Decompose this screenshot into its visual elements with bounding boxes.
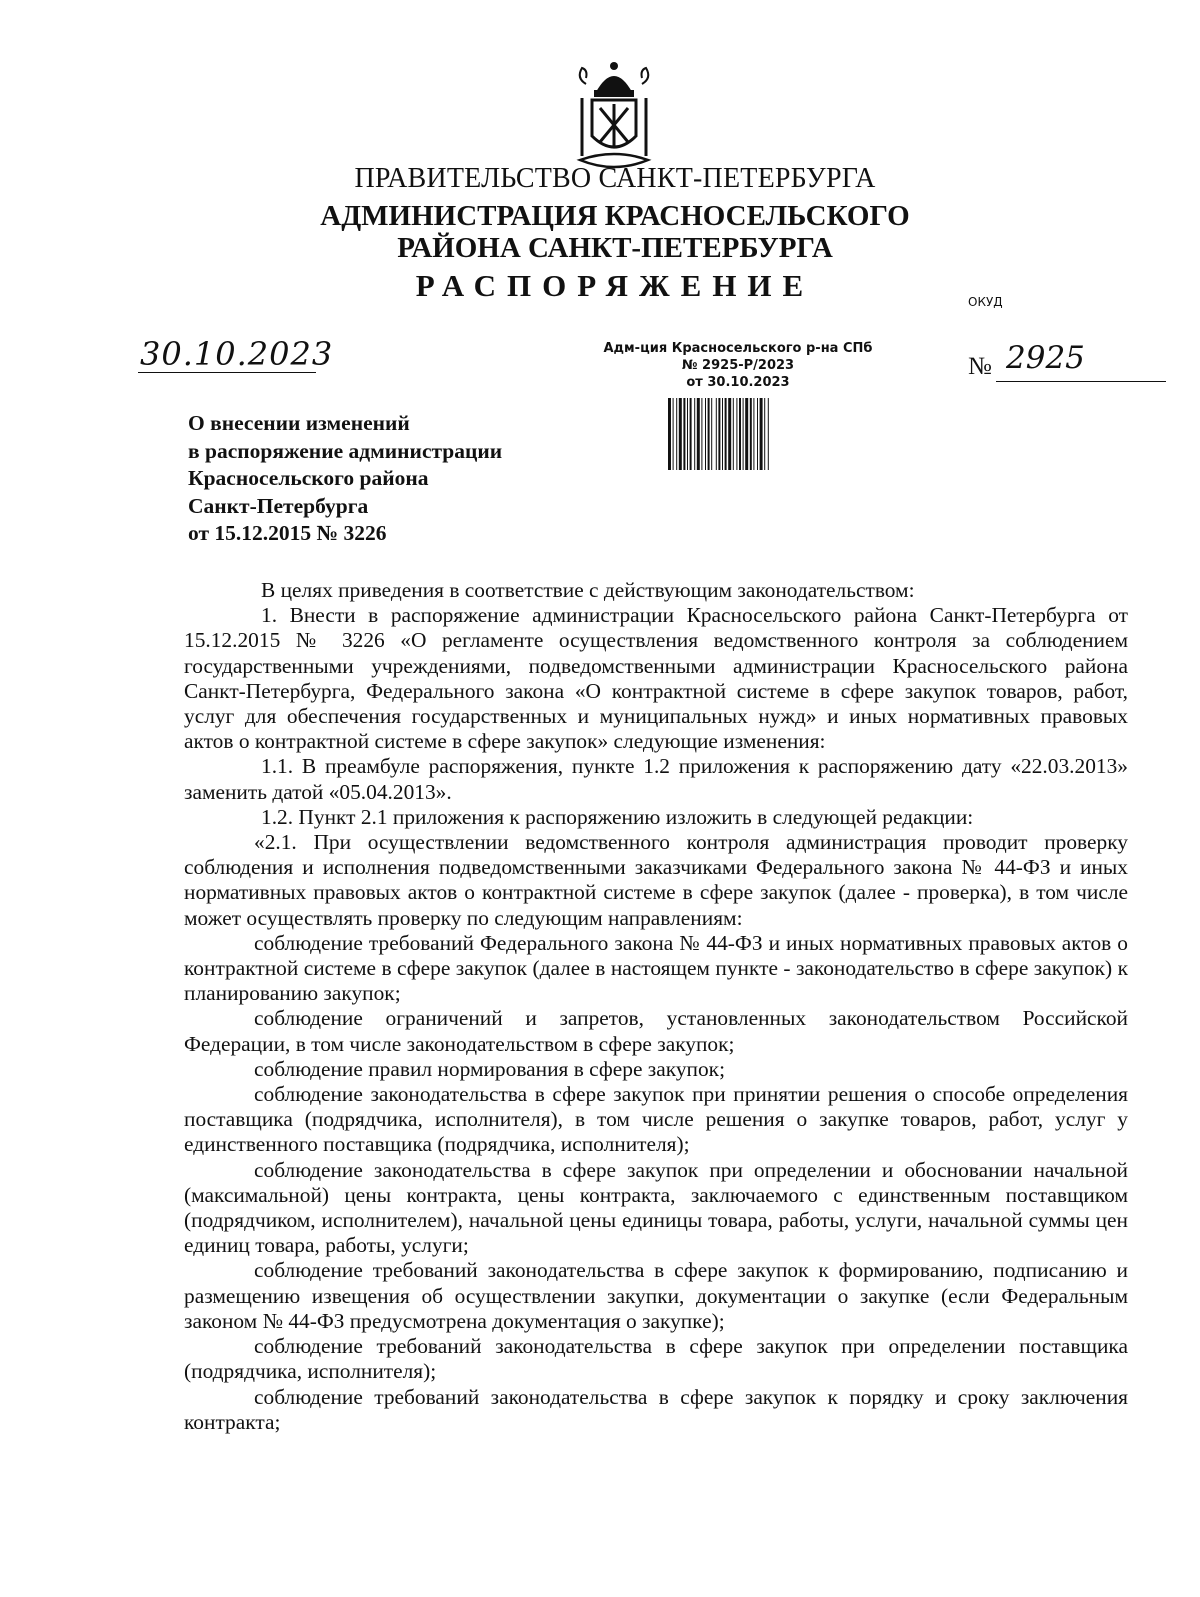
barcode-bar (701, 398, 702, 470)
subject-line: в распоряжение администрации (188, 438, 503, 463)
barcode-bar (764, 398, 765, 470)
body-paragraph: соблюдение законодательства в сфере закупок при принятии решения о способе определения поставщика (подрядчика, исполнителя), в том числе решения о закупке товаров, работ, услуг у единственного поставщика (подрядчика, исполнителя); (184, 1082, 1128, 1157)
barcode-bar (725, 398, 727, 470)
document-type-title: РАСПОРЯЖЕНИЕ (415, 268, 815, 303)
coat-of-arms-icon (574, 62, 654, 174)
stamp-line-2: № 2925-Р/2023 (681, 358, 795, 373)
barcode-bar (736, 398, 737, 470)
subject-line: Красносельского района (188, 466, 429, 491)
barcode-bar (687, 398, 688, 470)
government-title: ПРАВИТЕЛЬСТВО САНКТ-ПЕТЕРБУРГА (354, 163, 876, 194)
subject-line: Санкт-Петербурга (188, 493, 369, 518)
barcode-bar (745, 398, 748, 470)
barcode-bar (716, 398, 717, 470)
barcode-bar (705, 398, 706, 470)
barcode-bar (753, 398, 754, 470)
body-paragraph: В целях приведения в соответствие с действующим законодательством: (261, 578, 915, 602)
handwritten-date: 30.10.2023 (140, 335, 334, 373)
subject-line: О внесении изменений (188, 411, 410, 435)
barcode-bar (728, 398, 731, 470)
body-paragraph: соблюдение правил нормирования в сфере закупок; (254, 1056, 726, 1081)
administration-title-line2: РАЙОНА САНКТ-ПЕТЕРБУРГА (397, 232, 833, 264)
barcode-bar (673, 398, 674, 470)
barcode-bar (676, 398, 677, 470)
barcode-bar (718, 398, 720, 470)
barcode-bar (750, 398, 752, 470)
document-body (184, 578, 1128, 1435)
body-paragraph: «2.1. При осуществлении ведомственного контроля администрация проводит проверку соблюдения и исполнения подведомственными заказчиками Федерального закона № 44-ФЗ и иных нормативных правовых актов о контрактной системе в сфере закупок (далее - проверка), в том числе может осуществлять проверку по следующим направлениям: (184, 830, 1128, 930)
date-underline (138, 372, 316, 373)
barcode-bar (722, 398, 723, 470)
body-paragraph: соблюдение требований законодательства в сфере закупок к порядку и сроку заключения контракта; (184, 1384, 1128, 1434)
barcode-bar (711, 398, 712, 470)
body-paragraph: соблюдение законодательства в сфере закупок при определении и обосновании начальной (максимальной) цены контракта, цены контракта, заключаемого с единственным поставщиком (подрядчиком, исполнителем), начальной цены единицы товара, работы, услуги, начальной суммы цен единиц товара, работы, услуги; (184, 1157, 1128, 1258)
barcode-bar (679, 398, 682, 470)
barcode-bar (690, 398, 692, 470)
barcode-bar (743, 398, 744, 470)
body-paragraph: 1.2. Пункт 2.1 приложения к распоряжению изложить в следующей редакции: (261, 804, 974, 829)
barcode-bar (668, 398, 671, 470)
body-paragraph: соблюдение требований законодательства в сфере закупок к формированию, подписанию и размещению извещения об осуществлении закупки, документации о закупке (если Федеральным законом № 44-ФЗ предусмотрена документация о закупке); (184, 1258, 1128, 1333)
stamp-line-3: от 30.10.2023 (686, 375, 790, 390)
barcode-bar (683, 398, 685, 470)
stamp-line-1: Адм-ция Красносельского р-на СПб (603, 341, 873, 356)
body-paragraph: 1. Внести в распоряжение администрации Красносельского района Санкт-Петербурга от 15.12.2015 № 3226 «О регламенте осуществления ведомственного контроля за соблюдением государственными учреждениями, подведомственными администрации Красносельского района Санкт-Петербурга, Федерального закона «О контрактной системе в сфере закупок товаров, работ, услуг для обеспечения государственных и муниципальных нужд» и иных нормативных правовых актов о контрактной системе в сфере закупок» следующие изменения: (184, 603, 1128, 754)
okud-label: ОКУД (968, 295, 1003, 309)
body-paragraph: соблюдение требований Федерального закона № 44-ФЗ и иных нормативных правовых актов о контрактной системе в сфере закупок (далее в настоящем пункте - законодательство в сфере закупок) к планированию закупок; (184, 930, 1128, 1006)
body-paragraph: соблюдение ограничений и запретов, установленных законодательством Российской Федерации, в том числе законодательством в сфере закупок; (184, 1006, 1128, 1056)
body-paragraph: 1.1. В преамбуле распоряжения, пункте 1.2 приложения к распоряжению дату «22.03.2013» заменить датой «05.04.2013». (184, 754, 1128, 804)
subject-line: от 15.12.2015 № 3226 (188, 521, 387, 546)
administration-title-line1: АДМИНИСТРАЦИЯ КРАСНОСЕЛЬСКОГО (320, 200, 910, 232)
barcode-icon (666, 398, 816, 470)
barcode-bar (739, 398, 741, 470)
registration-stamp (598, 340, 878, 391)
barcode-bar (757, 398, 758, 470)
number-underline (996, 381, 1166, 382)
number-label: № (968, 353, 992, 380)
barcode-bar (760, 398, 763, 470)
barcode-bar (694, 398, 695, 470)
barcode-bar (708, 398, 710, 470)
barcode-bar (768, 398, 769, 470)
handwritten-number: 2925 (1006, 340, 1085, 376)
body-paragraph: соблюдение требований законодательства в сфере закупок при определении поставщика (подрядчика, исполнителя); (184, 1334, 1128, 1384)
document-subject (188, 410, 502, 548)
barcode-bar (697, 398, 700, 470)
barcode-bar (733, 398, 734, 470)
